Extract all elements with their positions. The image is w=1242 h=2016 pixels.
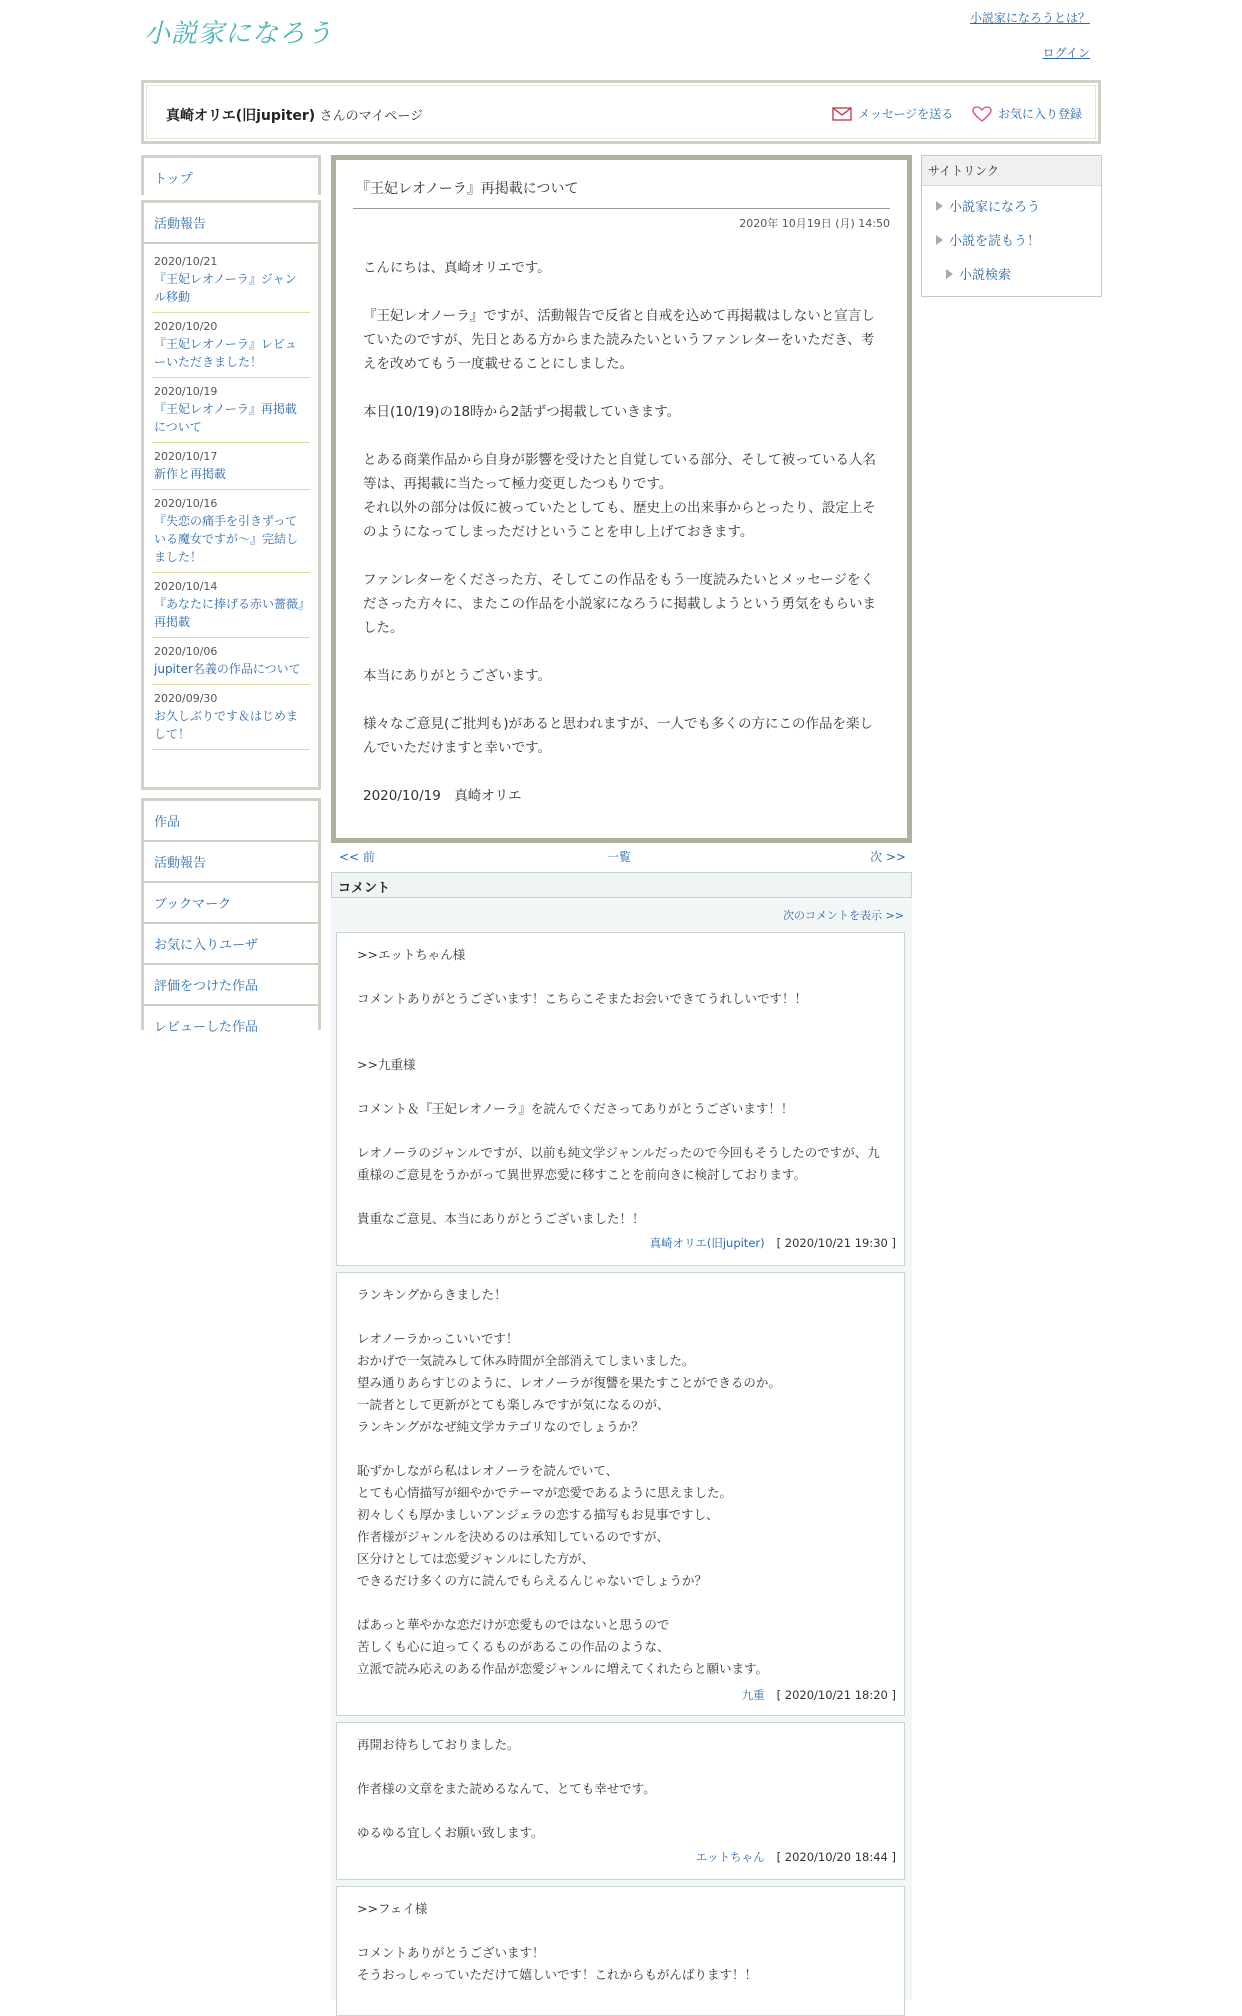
title-divider	[353, 208, 890, 209]
post-paragraph: 本当にありがとうございます。	[363, 668, 551, 684]
comment-author[interactable]: 九重	[741, 1688, 765, 1702]
activity-title[interactable]: 『王妃レオノーラ』レビューいただきました！	[154, 337, 297, 369]
activity-item[interactable]	[152, 573, 310, 638]
post-paragraph: 様々なご意見(ご批判も)があると思われますが、一人でも多くの方にこの作品を楽しんでいただけますと幸いです。	[363, 716, 874, 756]
top-nav-box	[141, 155, 321, 195]
menu-activity[interactable]: 活動報告	[144, 842, 318, 883]
site-link-search[interactable]	[946, 264, 1011, 283]
prev-link[interactable]: << 前	[339, 850, 375, 864]
triangle-right-icon	[936, 235, 943, 245]
menu-bookmark[interactable]: ブックマーク	[144, 883, 318, 924]
activity-title[interactable]: 『王妃レオノーラ』再掲載について	[154, 402, 297, 434]
comments-heading: コメント	[331, 872, 912, 898]
comment	[336, 932, 905, 1266]
comment-author[interactable]: 真崎オリエ(旧jupiter)	[649, 1236, 765, 1250]
menu-rated-works[interactable]: 評価をつけた作品	[144, 965, 318, 1006]
activity-date: 2020/10/19	[154, 385, 218, 398]
post-paragraph: 本日(10/19)の18時から2話ずつ掲載していきます。	[363, 404, 681, 420]
site-link-yomou[interactable]	[936, 230, 1040, 249]
site-link-label: 小説を読もう！	[949, 234, 1041, 249]
triangle-right-icon	[946, 269, 953, 279]
post-body	[363, 256, 883, 808]
activity-list	[144, 244, 318, 754]
activity-date: 2020/10/06	[154, 645, 218, 658]
next-comments-link[interactable]: 次のコメントを表示 >>	[783, 909, 904, 922]
post-paragraph: 2020/10/19 真崎オリエ	[363, 788, 522, 804]
activity-item[interactable]	[152, 378, 310, 443]
nav-top[interactable]: トップ	[144, 158, 318, 197]
comment-meta	[742, 1687, 896, 1703]
mypage-suffix: さんのマイページ	[319, 109, 424, 124]
activity-item[interactable]	[152, 248, 310, 313]
comment-meta	[650, 1235, 896, 1251]
comment-text: >>エットちゃん様 コメントありがとうございます！こちらこそまたお会いできてうれしいです！！ >>九重様 コメント＆『王妃レオノーラ』を読んでくださってありがとうございます！！ レオノーラのジャンルですが、以前も純文学ジャンルだったので今回もそうしたのですが、九重様のご意見をうかがって異世界恋愛に移すことを前向きに検討しております。 貴重なご意見、本当にありがとうございました！！	[357, 947, 880, 1226]
site-link-syosetu[interactable]	[936, 196, 1040, 215]
post-paragraph: 『王妃レオノーラ』ですが、活動報告で反省と自戒を込めて再掲載はしないと宣言していたのですが、先日とある方からまた読みたいというファンレターをいただき、考えを改めてもう一度載せることにしました。	[363, 308, 875, 372]
post-paragraph: ファンレターをくださった方、そしてこの作品をもう一度読みたいとメッセージをくださった方々に、またこの作品を小説家になろうに掲載しようという勇気をもらいました。	[363, 572, 876, 636]
post-title: 『王妃レオノーラ』再掲載について	[356, 181, 579, 197]
activity-box	[141, 200, 321, 790]
activity-item[interactable]	[152, 443, 310, 490]
about-link[interactable]: 小説家になろうとは？	[969, 11, 1090, 25]
comment	[336, 1272, 905, 1716]
post-paragraph: こんにちは、真崎オリエです。	[363, 260, 551, 276]
mypage-title	[166, 105, 423, 125]
list-link[interactable]: 一覧	[607, 850, 632, 864]
activity-date: 2020/10/16	[154, 497, 218, 510]
comment-date: [ 2020/10/21 18:20 ]	[776, 1688, 896, 1702]
comments-section	[331, 898, 912, 2000]
add-favorite-label: お気に入り登録	[998, 107, 1083, 121]
activity-item[interactable]	[152, 685, 310, 750]
user-header	[141, 80, 1101, 144]
comment-date: [ 2020/10/21 19:30 ]	[776, 1236, 896, 1250]
menu-favorite-users[interactable]: お気に入りユーザ	[144, 924, 318, 965]
activity-title[interactable]: 『王妃レオノーラ』ジャンル移動	[154, 272, 297, 304]
add-favorite-button[interactable]	[972, 105, 1082, 122]
comment-text: 再開お待ちしておりました。 作者様の文章をまた読めるなんて、とても幸せです。 ゆるゆる宜しくお願い致します。	[357, 1737, 656, 1840]
activity-date: 2020/10/21	[154, 255, 218, 268]
comment-date: [ 2020/10/20 18:44 ]	[776, 1850, 896, 1864]
site-links-heading: サイトリンク	[922, 156, 1101, 186]
mypage-menu	[141, 798, 321, 1035]
user-name: 真崎オリエ(旧jupiter)	[166, 108, 316, 124]
activity-title[interactable]: 新作と再掲載	[154, 467, 227, 481]
triangle-right-icon	[936, 201, 943, 211]
heart-icon	[972, 106, 992, 122]
menu-reviewed-works[interactable]: レビューした作品	[144, 1006, 318, 1045]
comment-author[interactable]: エットちゃん	[695, 1850, 765, 1864]
activity-title[interactable]: jupiter名義の作品について	[154, 662, 301, 676]
comment-meta	[696, 1849, 896, 1865]
next-link[interactable]: 次 >>	[870, 850, 906, 864]
site-logo[interactable]	[144, 13, 333, 49]
site-links	[921, 155, 1102, 297]
comment	[336, 1722, 905, 1880]
activity-item[interactable]	[152, 490, 310, 573]
activity-date: 2020/09/30	[154, 692, 218, 705]
menu-works[interactable]: 作品	[144, 801, 318, 842]
activity-date: 2020/10/14	[154, 580, 218, 593]
post-pager	[331, 848, 912, 866]
activity-item[interactable]	[152, 638, 310, 685]
send-message-button[interactable]	[832, 105, 953, 122]
activity-heading[interactable]: 活動報告	[144, 203, 318, 244]
login-link[interactable]: ログイン	[1042, 46, 1090, 60]
send-message-label: メッセージを送る	[858, 107, 954, 121]
activity-date: 2020/10/20	[154, 320, 218, 333]
site-link-label: 小説検索	[959, 268, 1012, 283]
activity-date: 2020/10/17	[154, 450, 218, 463]
comment-text: >>フェイ様 コメントありがとうございます！ そうおっしゃっていただけて嬉しいです！これからもがんばります！！	[357, 1901, 758, 1982]
activity-title[interactable]: お久しぶりです＆はじめまして！	[154, 709, 299, 741]
site-link-label: 小説家になろう	[949, 200, 1041, 215]
comment-text: ランキングからきました！ レオノーラかっこいいです！ おかげで一気読みして休み時間が全部消えてしまいました。 望み通りあらすじのように、レオノーラが復讐を果たすことができるのか。 一読者として更新がとても楽しみですが気になるのが、 ランキングがなぜ純文学カテゴリなのでしょうか？ 恥ずかしながら私はレオノーラを読んでいて、 とても心情描写が細やかでテーマが恋愛であるように思えました。 初々しくも厚かましいアンジェラの恋する描写もお見事ですし、 作者様がジャンルを決めるのは承知しているのですが、 区分けとしては恋愛ジャンルにした方が、 できるだけ多くの方に読んでもらえるんじゃないでしょうか？ ぱあっと華やかな恋だけが恋愛ものではないと思うので 苦しくも心に迫ってくるものがあるこの作品のような、 立派で読み応えのある作品が恋愛ジャンルに増えてくれたらと願います。	[357, 1287, 781, 1676]
envelope-icon	[832, 107, 852, 121]
activity-title[interactable]: 『あなたに捧げる赤い薔薇』再掲載	[154, 597, 305, 629]
comment	[336, 1886, 905, 2016]
post-datetime: 2020年 10月19日 (月) 14:50	[739, 217, 890, 230]
logo-text: 小説家になろう	[144, 18, 334, 49]
activity-title[interactable]: 『失恋の痛手を引きずっている魔女ですが～』完結しました！	[154, 514, 299, 564]
activity-post	[331, 155, 912, 843]
post-paragraph: とある商業作品から自身が影響を受けたと自覚している部分、そして被っている人名等は、再掲載に当たって極力変更したつもりです。 それ以外の部分は仮に被っていたとしても、歴史上の出来事からとったり、設定上そのようになってしまっただけということを申し上げておきます。	[363, 452, 876, 540]
activity-item[interactable]	[152, 313, 310, 378]
